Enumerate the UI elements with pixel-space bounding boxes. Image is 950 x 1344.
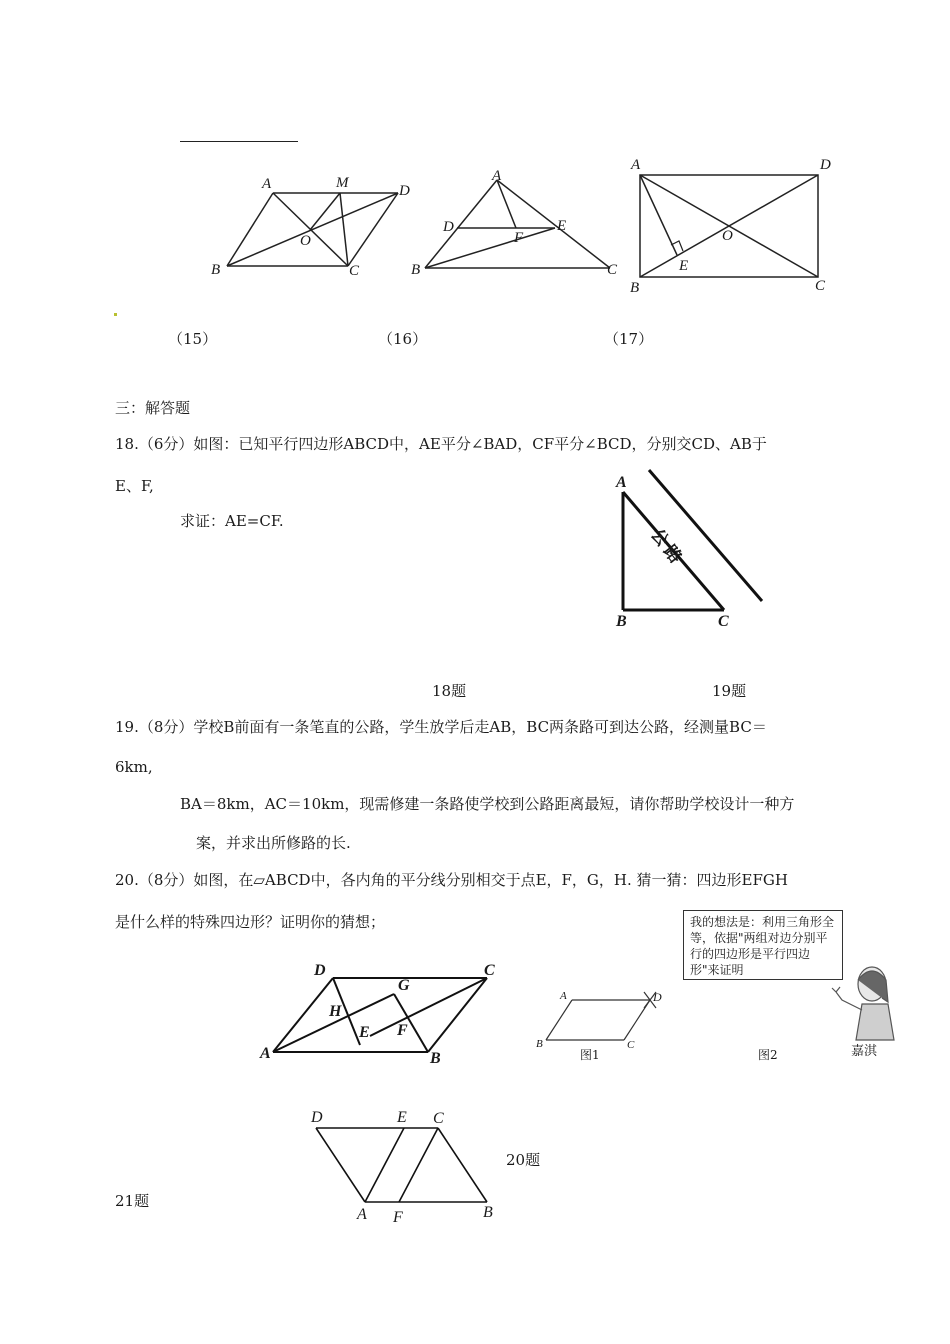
fig20-label-h: H [329, 1003, 342, 1020]
fig20s-label-b: B [536, 1038, 543, 1050]
caption-15: （15） [168, 330, 218, 348]
fig20-label-g: G [398, 977, 410, 994]
fig17-label-o: O [722, 228, 733, 244]
fig15-label-d: D [399, 183, 410, 199]
fig15-label-b: B [211, 262, 221, 278]
section-title: 三：解答题 [115, 399, 191, 417]
q19-line2: 6km, [115, 758, 153, 776]
fig17-label-b: B [630, 280, 640, 296]
fig17-label-e: E [679, 258, 689, 274]
fig21-label-f: F [393, 1209, 403, 1226]
fig17-label-a: A [631, 157, 641, 173]
fig20s-caption-1: 图1 [580, 1048, 600, 1062]
q18-line3: 求证：AE=CF. [180, 512, 284, 530]
fig19-label-a: A [616, 474, 627, 491]
fig20-label-e: E [359, 1024, 370, 1041]
character-name: 嘉淇 [851, 1044, 878, 1059]
q19-line4: 案，并求出所修路的长. [196, 834, 351, 852]
answer-blank-line [180, 141, 298, 142]
fig16-label-a: A [492, 168, 502, 184]
fig21-label-c: C [433, 1110, 444, 1127]
speech-bubble: 我的想法是：利用三角形全等，依据"两组对边分别平行的四边形是平行四边形"来证明 [683, 910, 843, 980]
caption-19: 19题 [712, 682, 747, 700]
fig21-label-e: E [397, 1109, 407, 1126]
fig17-label-c: C [815, 278, 826, 294]
fig21-label-d: D [311, 1109, 323, 1126]
caption-17: （17） [604, 330, 654, 348]
q18-line2: E、F, [115, 477, 154, 495]
fig16-label-e: E [557, 218, 567, 234]
q19-line1: 19.（8分）学校B前面有一条笔直的公路，学生放学后走AB，BC两条路可到达公路，经测量BC＝ [115, 718, 767, 736]
fig15-label-a: A [262, 176, 272, 192]
q20-line1: 20.（8分）如图，在▱ABCD中，各内角的平分线分别相交于点E，F，G，H. 猜一猜：四边形EFGH [115, 871, 788, 889]
fig15-label-m: M [336, 175, 349, 191]
fig20-label-c: C [484, 962, 495, 979]
fig19-road-label: 公路 [646, 525, 688, 571]
fig20-label-b: B [430, 1050, 441, 1067]
caption-16: （16） [378, 330, 428, 348]
caption-18: 18题 [432, 682, 467, 700]
q19-line3: BA＝8km，AC＝10km，现需修建一条路使学校到公路距离最短，请你帮助学校设计一种方 [180, 795, 795, 813]
fig15-label-o: O [300, 233, 311, 249]
fig16-label-c: C [607, 262, 618, 278]
q20-line2: 是什么样的特殊四边形？证明你的猜想； [115, 913, 386, 931]
fig15-label-c: C [349, 263, 360, 279]
caption-20: 20题 [506, 1151, 541, 1169]
fig21-label-a: A [357, 1206, 367, 1223]
fig20-label-f: F [397, 1022, 408, 1039]
fig19-label-c: C [718, 613, 729, 630]
fig20s-label-a: A [560, 990, 567, 1002]
fig20s-label-d: D [653, 990, 662, 1004]
fig20s-label-c: C [627, 1039, 635, 1051]
caption-21: 21题 [115, 1192, 150, 1210]
fig16-label-b: B [411, 262, 421, 278]
fig20-label-d: D [314, 962, 326, 979]
fig20s-caption-2: 图2 [758, 1048, 778, 1062]
fig16-label-d: D [443, 219, 454, 235]
fig19-label-b: B [616, 613, 627, 630]
q18-line1: 18.（6分）如图：已知平行四边形ABCD中，AE平分∠BAD，CF平分∠BCD，分别交CD、AB于 [115, 435, 767, 453]
fig17-label-d: D [820, 157, 831, 173]
fig20-label-a: A [260, 1045, 271, 1062]
fig16-label-f: F [514, 230, 524, 246]
girl-illustration [822, 962, 902, 1052]
fig21-label-b: B [483, 1204, 493, 1221]
